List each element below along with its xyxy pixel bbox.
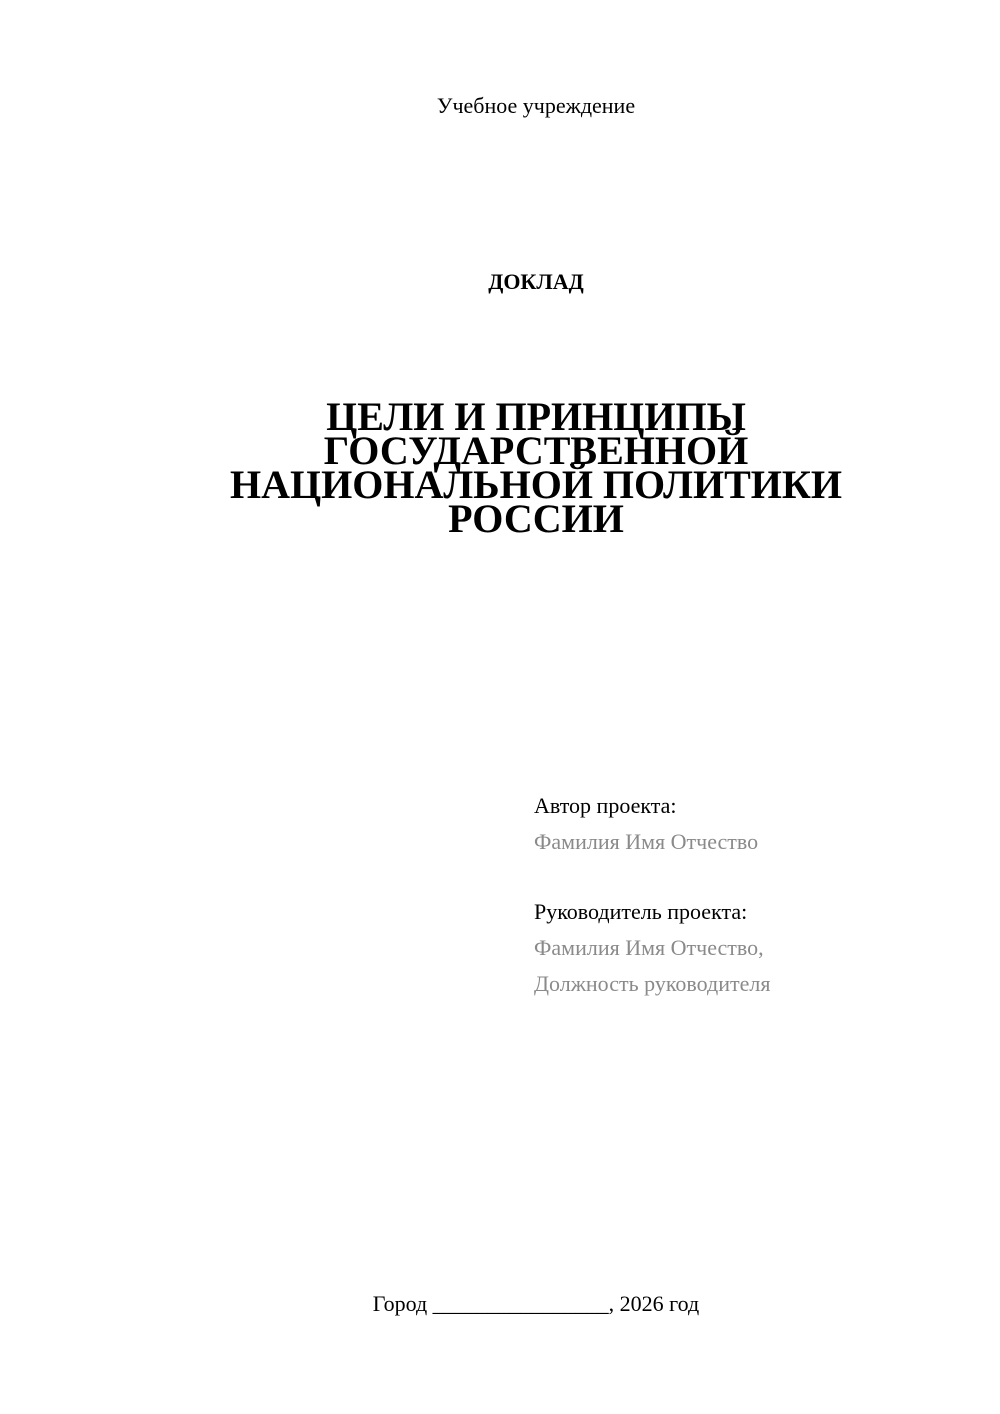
title-line: ЦЕЛИ И ПРИНЦИПЫ — [326, 394, 746, 439]
city-year-line: Город ________________, 2026 год — [372, 1291, 700, 1316]
report-title — [0, 394, 1000, 541]
credits-spacer — [534, 860, 974, 894]
supervisor-name: Фамилия Имя Отчество, — [534, 935, 764, 960]
author-label: Автор проекта: — [534, 793, 677, 818]
institution-name: Учебное учреждение — [436, 93, 636, 118]
title-line: РОССИИ — [448, 496, 624, 541]
supervisor-label: Руководитель проекта: — [534, 899, 748, 924]
title-line: ГОСУДАРСТВЕННОЙ — [323, 428, 749, 473]
document-type: ДОКЛАД — [488, 269, 584, 294]
title-line: НАЦИОНАЛЬНОЙ ПОЛИТИКИ — [230, 462, 842, 507]
supervisor-position: Должность руководителя — [534, 971, 771, 996]
author-name: Фамилия Имя Отчество — [534, 829, 759, 854]
project-credits — [534, 788, 974, 1002]
